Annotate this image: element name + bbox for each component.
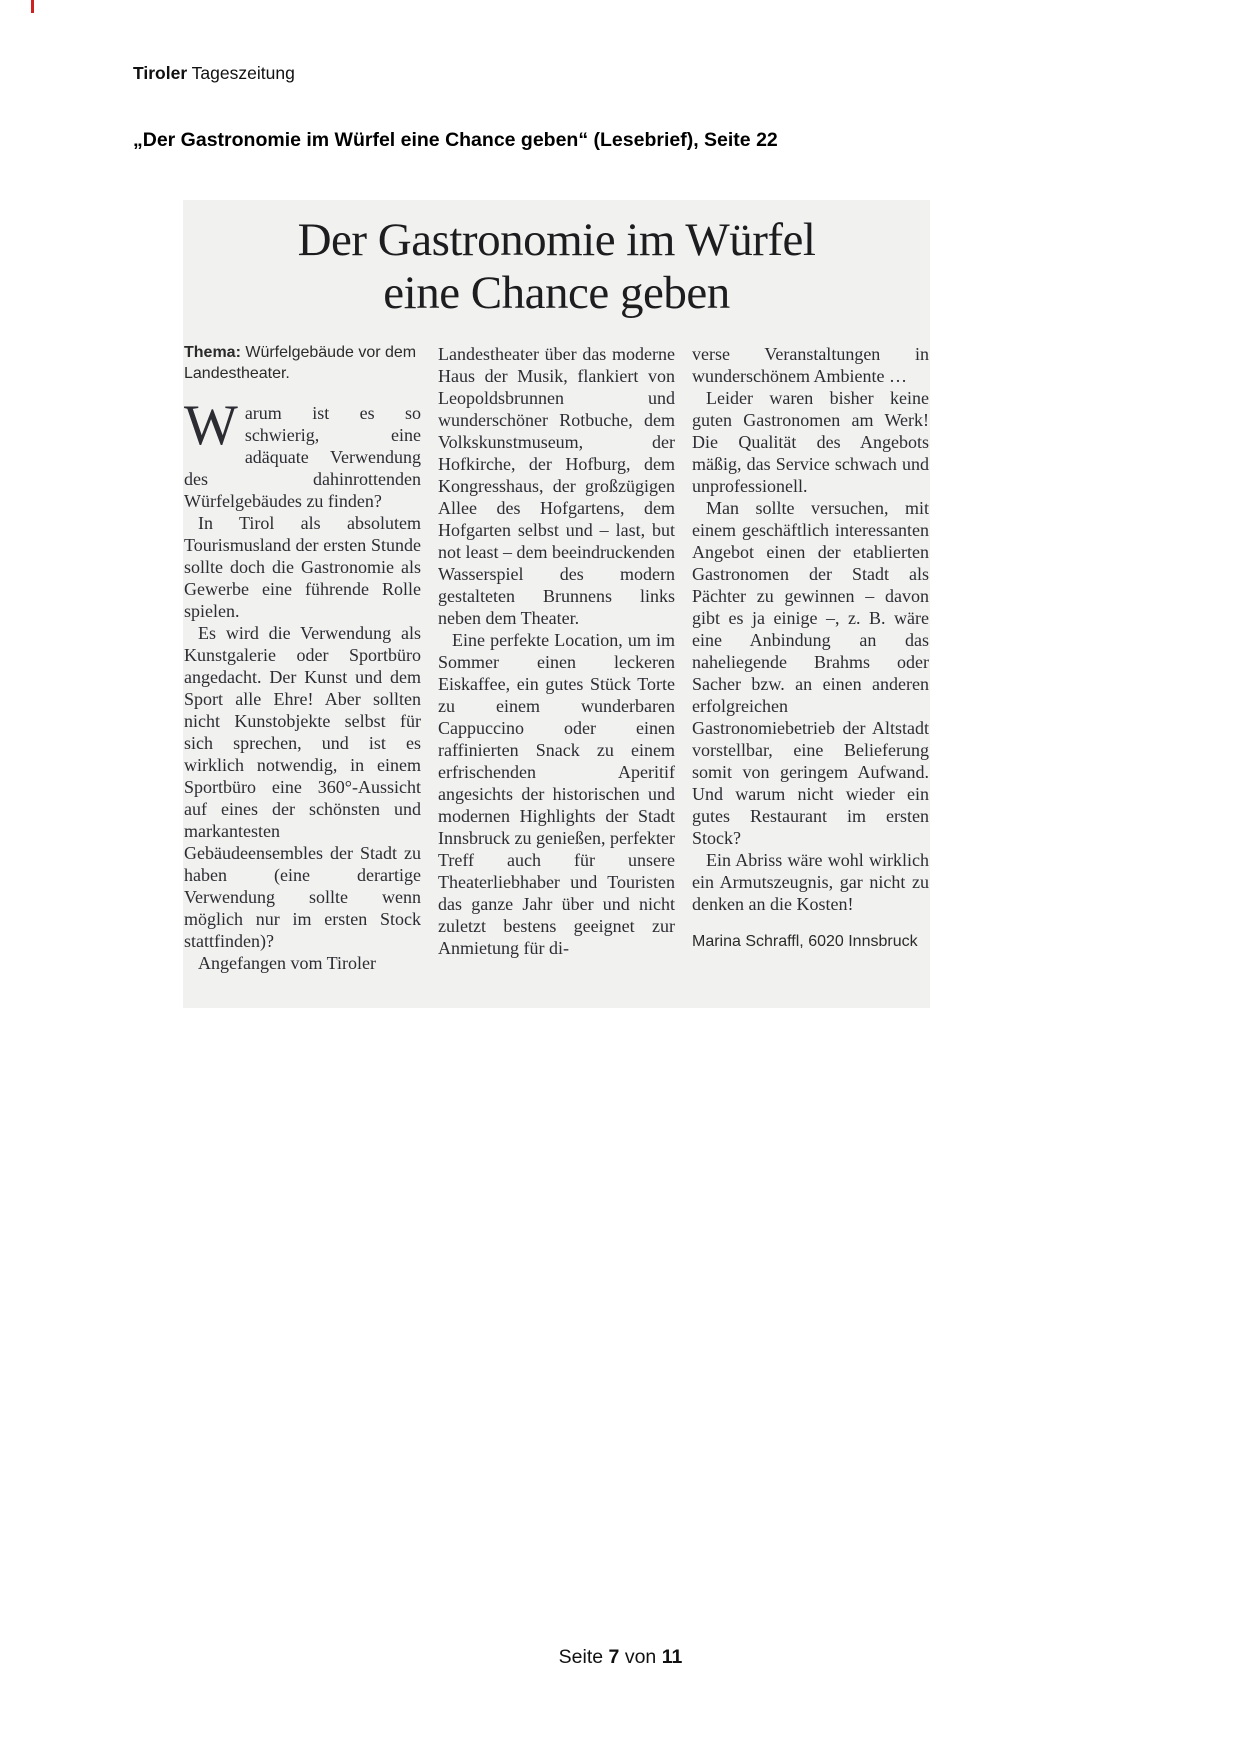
paragraph: Eine perfekte Location, um im Sommer einen leckeren Eiskaffee, ein gutes Stück Torte zu einem wunderbaren Cappuccino oder einen raffinierten Snack zu einem erfrischenden Aperitif angesichts der historischen und modernen Highlights der Stadt Innsbruck zu genießen, perfekter Treff auch für unsere Theaterliebhaber und Touristen das ganze Jahr über und nicht zuletzt bestens geeignet zur Anmietung für di- <box>438 630 675 959</box>
thema-lead <box>184 343 421 385</box>
thema-text: Würfelgebäude vor dem Landestheater. <box>184 344 417 383</box>
paragraph: verse Veranstaltungen in wunderschönem Ambiente … <box>692 344 929 387</box>
newspaper-name-bold: Tiroler <box>133 63 188 83</box>
paragraph: Man sollte versuchen, mit einem geschäftlich interessanten Angebot einen der etablierten Gastronomen der Stadt als Pächter zu gewinnen – davon gibt es ja einige –, z. B. wäre eine Anbindung an das naheliegende Brahms oder Sacher bzw. an einen anderen erfolgreichen Gastronomiebetrieb der Altstadt vorstellbar, eine Belieferung somit von geringem Aufwand. Und warum nicht wieder ein gutes Restaurant im ersten Stock? <box>692 498 929 849</box>
red-corner-mark <box>31 0 34 13</box>
newspaper-name <box>133 63 295 84</box>
paragraph: In Tirol als absolutem Tourismusland der ersten Stunde sollte doch die Gastronomie als Gewerbe eine führende Rolle spielen. <box>184 512 421 621</box>
article-columns <box>183 343 930 974</box>
author-signature: Marina Schraffl, 6020 Innsbruck <box>692 933 918 951</box>
dropcap-letter: W <box>184 393 238 457</box>
newspaper-name-rest: Tageszeitung <box>187 63 295 83</box>
document-title: „Der Gastronomie im Würfel eine Chance geben“ (Lesebrief), Seite 22 <box>133 129 778 151</box>
paragraph: Landestheater über das moderne Haus der Musik, flankiert von Leopoldsbrunnen und wunderschöner Rotbuche, dem Volkskunstmuseum, der Hofkirche, der Hofburg, dem Kongresshaus, der großzügigen Allee des Hofgartens, dem Hofgarten selbst und – last, but not least – dem beeindruckenden Wasserspiel des modern gestalteten Brunnens links neben dem Theater. <box>438 344 675 629</box>
article-column-1 <box>184 343 421 974</box>
paragraph: Ein Abriss wäre wohl wirklich ein Armutszeugnis, gar nicht zu denken an die Kosten! <box>692 850 929 915</box>
paragraph <box>184 393 421 512</box>
article-column-2 <box>438 343 675 974</box>
page-footer <box>0 1646 1241 1669</box>
paragraph: Angefangen vom Tiroler <box>198 952 376 973</box>
thema-label: Thema: <box>184 344 241 362</box>
paragraph: Leider waren bisher keine guten Gastronomen am Werk! Die Qualität des Angebots mäßig, das Service schwach und unprofessionell. <box>692 388 929 497</box>
footer-total-pages: 11 <box>661 1646 683 1668</box>
article-column-3 <box>692 343 929 974</box>
paragraph-text: arum ist es so schwierig, eine adäquate Verwendung des dahinrottenden Würfelgebäudes zu finden? <box>184 402 421 511</box>
paragraph: Es wird die Verwendung als Kunstgalerie oder Sportbüro angedacht. Der Kunst und dem Sport alle Ehre! Aber sollten nicht Kunstobjekte selbst für sich sprechen, und ist es wirklich notwendig, in einem Sportbüro eine 360°-Aussicht auf eines der schönsten und markantesten Gebäudeensembles der Stadt zu haben (eine derartige Verwendung sollte wenn möglich nur im ersten Stock stattfinden)? <box>184 622 421 951</box>
headline-line-1: Der Gastronomie im Würfel <box>297 214 816 266</box>
headline-line-2: eine Chance geben <box>383 266 730 319</box>
footer-label-von: von <box>624 1646 657 1668</box>
footer-page-number: 7 <box>608 1646 620 1668</box>
footer-label-seite: Seite <box>558 1646 604 1668</box>
article-headline <box>183 214 930 319</box>
article-clipping <box>183 200 930 1008</box>
